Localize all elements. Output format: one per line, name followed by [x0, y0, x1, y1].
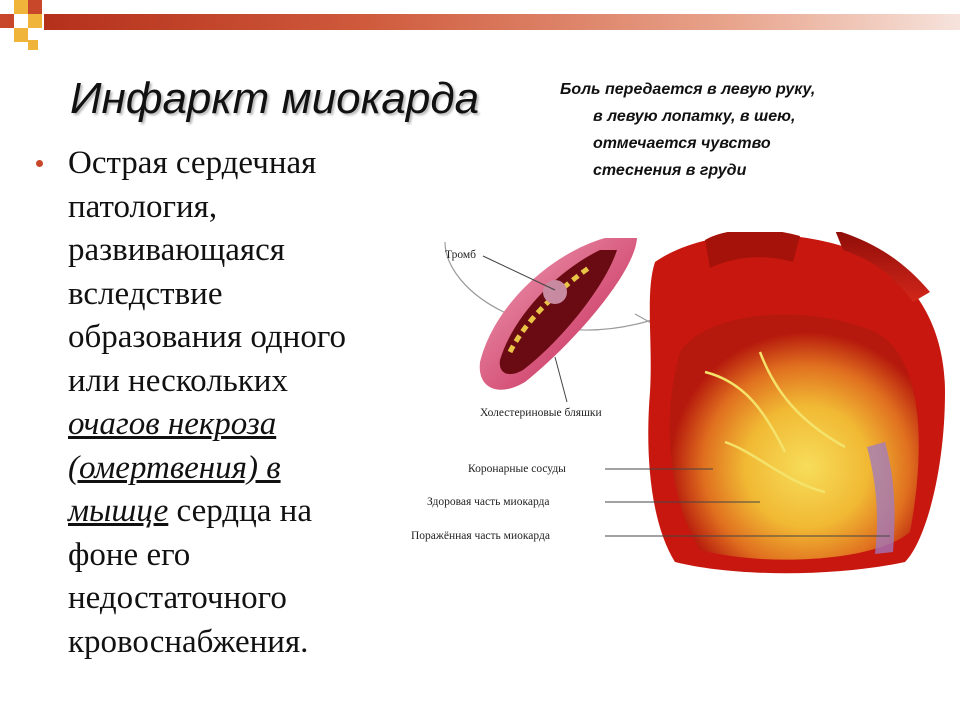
thrombus-icon [543, 280, 567, 304]
decor-square [28, 14, 42, 28]
decor-square [14, 28, 28, 42]
label-plaques: Холестериновые бляшки [480, 407, 602, 419]
definition-line: патология, [68, 188, 218, 225]
label-damaged: Поражённая часть миокарда [411, 530, 550, 542]
definition-line: фоне его [68, 536, 191, 573]
label-thrombus: Тромб [445, 249, 476, 261]
pain-note-line: Боль передается в левую руку, [560, 81, 816, 98]
definition-fragment: сердца на [168, 493, 312, 529]
vessel-cutaway [480, 238, 637, 390]
pain-note-line: стеснения в груди [593, 162, 747, 179]
emphasis-link[interactable]: мышце [68, 493, 169, 529]
definition-line: вследствие [68, 275, 223, 312]
slide-title: Инфаркт миокарда [70, 74, 480, 123]
emphasis-link[interactable]: очагов некроза [68, 406, 277, 442]
pain-note [560, 76, 950, 184]
decor-square [28, 0, 42, 14]
pain-note-line: в левую лопатку, в шею, [593, 108, 796, 125]
decor-square [0, 14, 14, 28]
definition-line: образования одного [68, 319, 347, 355]
definition-line: Острая сердечная [68, 145, 317, 181]
label-coronary: Коронарные сосуды [468, 463, 566, 475]
definition-line [68, 490, 408, 534]
header-bar [44, 14, 960, 30]
definition-line: кровоснабжения. [68, 623, 309, 660]
definition-text [68, 142, 408, 664]
bullet-icon [36, 160, 43, 167]
definition-line: или нескольких [68, 362, 288, 399]
definition-line: недостаточного [68, 580, 287, 616]
emphasis-link[interactable]: (омертвения) в [68, 449, 281, 486]
decor-square [14, 0, 28, 14]
pain-note-line: отмечается чувство [593, 135, 771, 152]
label-healthy: Здоровая часть миокарда [427, 496, 550, 508]
decor-square [28, 40, 38, 50]
definition-line: развивающаяся [68, 232, 285, 268]
heart-illustration [405, 232, 950, 577]
heart-shape [648, 232, 945, 573]
